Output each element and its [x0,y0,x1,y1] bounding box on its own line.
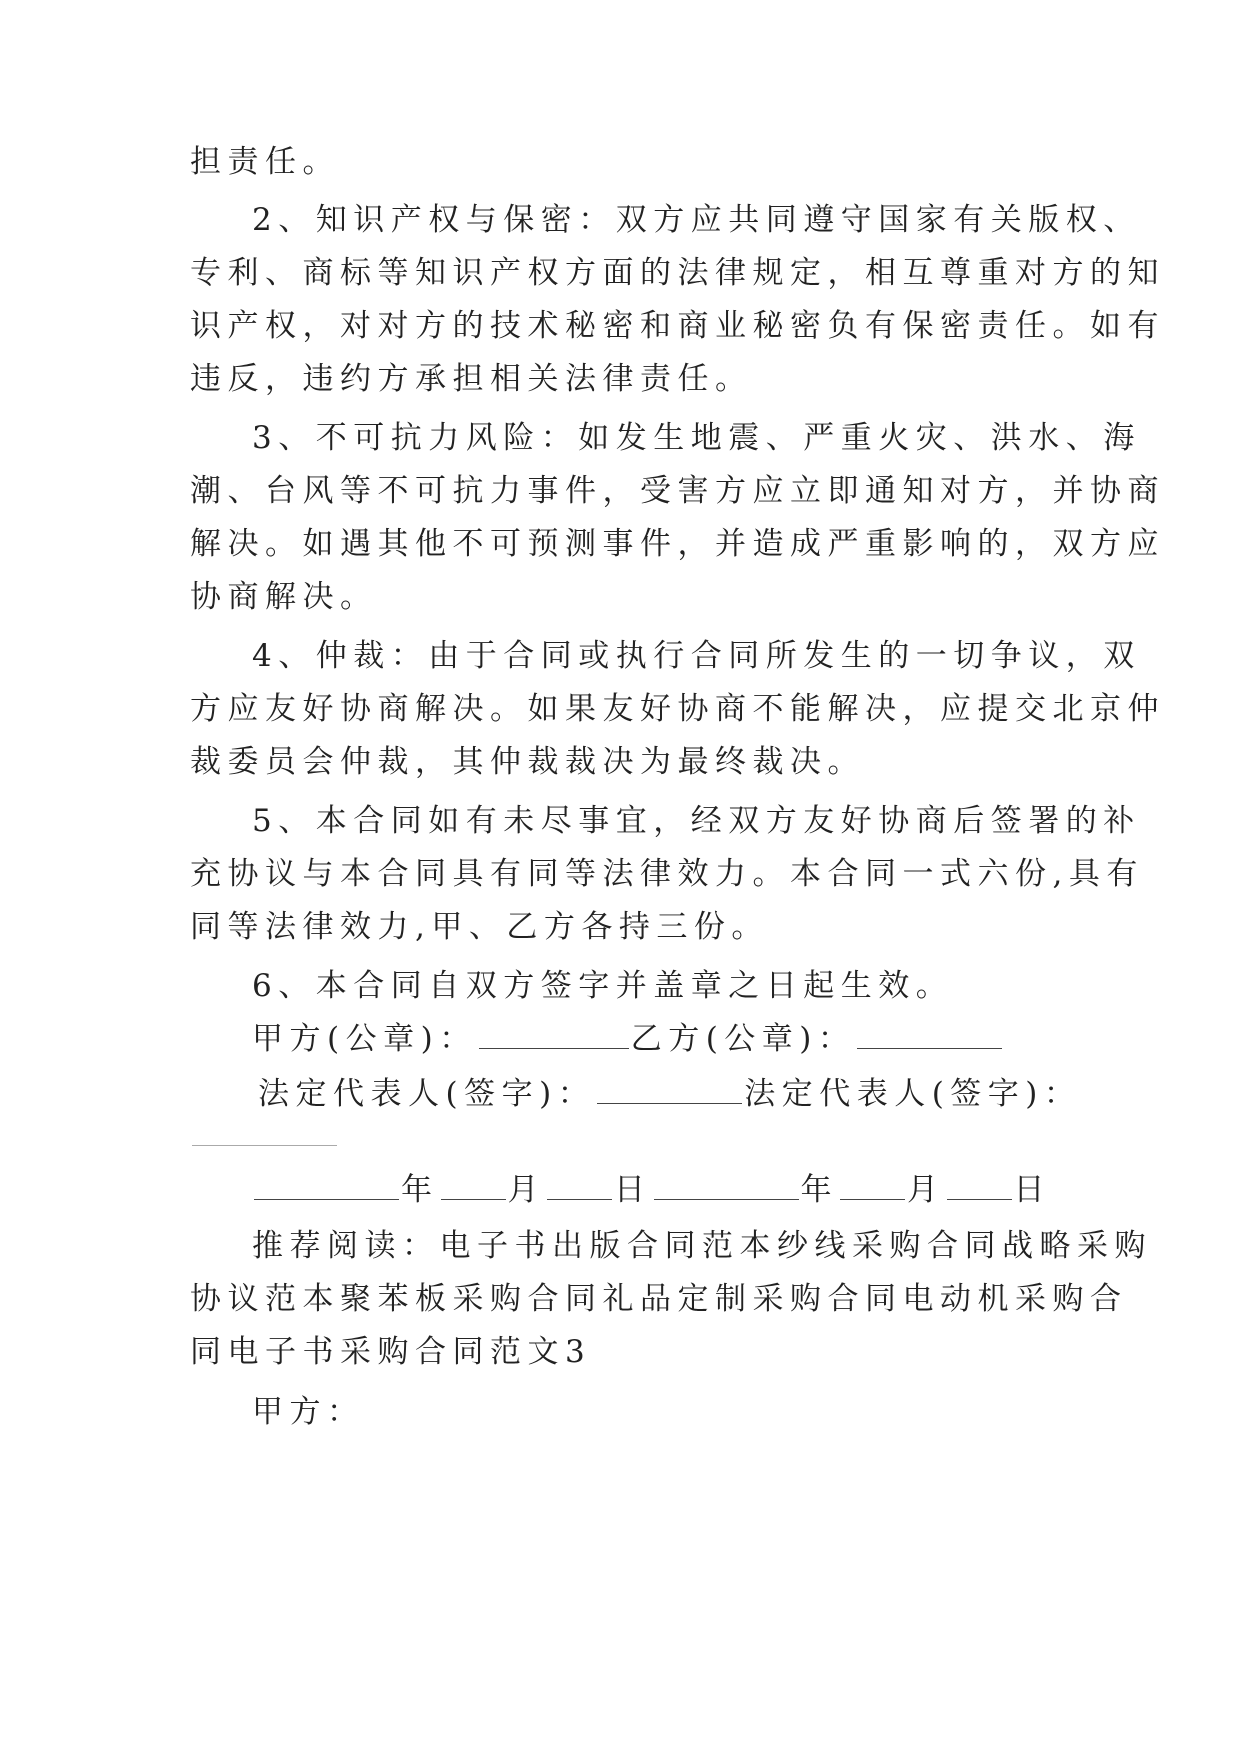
text-line: 同等法律效力,甲、乙方各持三份。 [190,909,769,945]
month-label: 月 [907,1172,945,1208]
text-line: 方应友好协商解决。如果友好协商不能解决，应提交北京仲 [190,691,1165,727]
text-line: 解决。如遇其他不可预测事件，并造成严重影响的，双方应 [190,526,1165,562]
month-label: 月 [507,1172,545,1208]
rep-b-label: 法定代表人(签字)： [744,1076,1082,1112]
date-line [252,1170,1051,1210]
clause-4: 4、仲裁：由于合同或执行合同所发生的一切争议，双 [252,638,1141,674]
party-a-heading: 甲方： [252,1394,365,1430]
party-a-seal-label: 甲方(公章)： [252,1021,477,1057]
date-b-month-blank[interactable] [840,1173,905,1200]
rep-a-label: 法定代表人(签字)： [258,1076,596,1112]
rep-b-blank[interactable] [192,1119,337,1146]
clause-3: 3、不可抗力风险：如发生地震、严重火灾、洪水、海 [252,420,1141,456]
clause-5: 5、本合同如有未尽事宜，经双方友好协商后签署的补 [252,803,1141,839]
representative-line [258,1074,1081,1114]
text-line: 违反，违约方承担相关法律责任。 [190,361,753,397]
date-b-year-blank[interactable] [654,1173,799,1200]
clause-2: 2、知识产权与保密：双方应共同遵守国家有关版权、 [252,202,1141,238]
rep-b-blank-line [190,1116,339,1156]
text-line: 专利、商标等知识产权方面的法律规定，相互尊重对方的知 [190,255,1165,291]
day-label: 日 [1013,1172,1051,1208]
recommended-reading: 协议范本聚苯板采购合同礼品定制采购合同电动机采购合 [190,1281,1128,1317]
date-a-year-blank[interactable] [254,1173,399,1200]
party-b-seal-blank[interactable] [857,1022,1002,1049]
date-a-month-blank[interactable] [441,1173,506,1200]
text-line: 担责任。 [190,144,340,180]
party-a-seal-blank[interactable] [479,1022,629,1049]
date-b-day-blank[interactable] [947,1173,1012,1200]
text-line: 潮、台风等不可抗力事件，受害方应立即通知对方，并协商 [190,473,1165,509]
year-label: 年 [401,1172,439,1208]
seal-line [252,1019,1004,1059]
day-label: 日 [614,1172,652,1208]
text-line: 裁委员会仲裁，其仲裁裁决为最终裁决。 [190,744,865,780]
text-line: 协商解决。 [190,579,378,615]
clause-6: 6、本合同自双方签字并盖章之日起生效。 [252,968,954,1004]
text-line: 识产权，对对方的技术秘密和商业秘密负有保密责任。如有 [190,308,1165,344]
recommended-reading: 同电子书采购合同范文3 [190,1334,592,1370]
year-label: 年 [800,1172,838,1208]
text-line: 充协议与本合同具有同等法律效力。本合同一式六份,具有 [190,856,1144,892]
recommended-reading: 推荐阅读：电子书出版合同范本纱线采购合同战略采购 [252,1228,1152,1264]
date-a-day-blank[interactable] [547,1173,612,1200]
party-b-seal-label: 乙方(公章)： [630,1021,856,1057]
rep-a-blank[interactable] [597,1077,742,1104]
